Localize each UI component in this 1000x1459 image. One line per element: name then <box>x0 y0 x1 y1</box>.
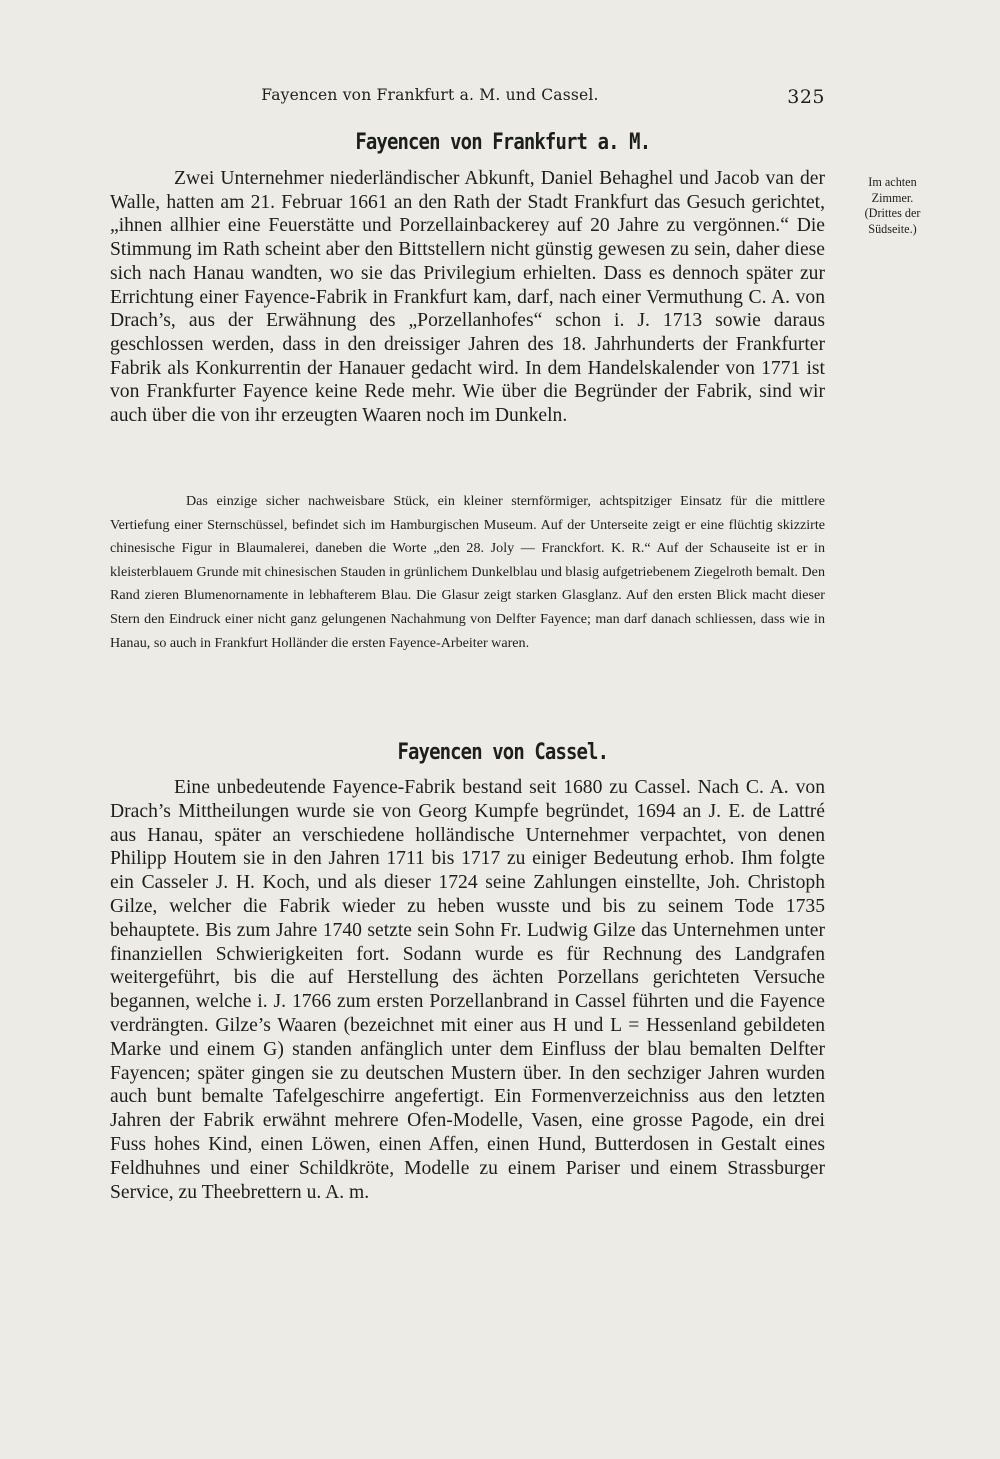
body-paragraph-cassel: Eine unbedeutende Fayence-Fabrik bestand seit 1680 zu Cassel. Nach C. A. von Drach’s Mittheilungen wurde sie von Georg Kumpfe begründet, 1694 an J. E. de Lattré aus Hanau, später an verschiedene holländische Unternehmer verpachtet, von denen Philipp Houtem sie in den Jahren 1711 bis 1717 zu einiger Bedeutung erhob. Ihm folgte ein Casseler J. H. Koch, und als dieser 1724 seine Zahlungen einstellte, Joh. Christoph Gilze, welcher die Fabrik wieder zu heben wusste und bis zu seinem Tode 1735 behauptete. Bis zum Jahre 1740 setzte sein Sohn Fr. Ludwig Gilze das Unternehmen unter finanziellen Schwierigkeiten fort. Sodann wurde es für Rechnung des Landgrafen weitergeführt, bis die auf Herstellung des ächten Porzellans gerichteten Versuche begannen, welche i. J. 1766 zum ersten Porzellanbrand in Cassel führten und die Fayence verdrängten. Gilze’s Waaren (bezeichnet mit einer aus H und L = Hessenland gebildeten Marke und einem G) standen anfänglich unter dem Einfluss der blau bemalten Delfter Fayencen; später gingen sie zu deutschen Mustern über. In den sechziger Jahren wurden auch bunt bemalte Tafelgeschirre angefertigt. Ein Formenverzeichniss aus den letzten Jahren der Fabrik erwähnt mehrere Ofen-Modelle, Vasen, eine grosse Pagode, ein drei Fuss hohes Kind, einen Löwen, einen Affen, einen Hund, Butterdosen in Gestalt eines Feldhuhnes und einer Schildkröte, Modelle zu einem Pariser und einem Strassburger Service, zu Theebrettern u. A. m. <box>110 777 825 1203</box>
margin-note-line: (Drittes der <box>864 206 921 221</box>
margin-note-location <box>845 175 940 237</box>
small-print-note-frankfurt: Das einzige sicher nachweisbare Stück, ein kleiner sternförmiger, achtspitziger Einsatz für die mittlere Vertiefung einer Sternschüssel, befindet sich im Hamburgischen Museum. Auf der Unterseite zeigt er eine flüchtig skizzirte chinesische Figur in Blaumalerei, daneben die Worte „den 28. Joly — Franckfort. K. R.“ Auf der Schauseite ist er in kleisterblauem Grunde mit chinesischen Stauden in grünlichem Dunkelblau und blasig aufgetriebenem Ziegelroth bemalt. Den Rand zieren Blumenornamente in lebhafterem Blau. Die Glasur zeigt starken Glasglanz. Auf den ersten Blick macht dieser Stern den Eindruck einer nicht ganz gelungenen Nachahmung von Delfter Fayence; man darf danach schliessen, dass wie in Hanau, so auch in Frankfurt Holländer die ersten Fayence-Arbeiter waren. <box>110 493 825 651</box>
margin-note-line: Südseite.) <box>868 221 917 236</box>
section-heading-cassel: Fayencen von Cassel. <box>397 740 609 765</box>
margin-note-line: Zimmer. <box>871 190 914 205</box>
section-heading-frankfurt: Fayencen von Frankfurt a. M. <box>355 130 651 155</box>
margin-note-line: Im achten <box>868 175 917 189</box>
body-paragraph-frankfurt: Zwei Unternehmer niederländischer Abkunft, Daniel Behaghel und Jacob van der Walle, hatten am 21. Februar 1661 an den Rath der Stadt Frankfurt das Gesuch gerichtet, „ihnen allhier eine Feuerstätte und Porzellainbackerey auf 20 Jahre zu vergönnen.“ Die Stimmung im Rath scheint aber den Bittstellern nicht günstig gewesen zu sein, daher diese sich nach Hanau wandten, wo sie das Privilegium erhielten. Dass es dennoch später zur Errichtung einer Fayence-Fabrik in Frankfurt kam, darf, nach einer Vermuthung C. A. von Drach’s, aus der Erwähnung des „Porzellanhofes“ schon i. J. 1713 sowie daraus geschlossen werden, dass in den dreissiger Jahren des 18. Jahrhunderts der Frankfurter Fabrik als Konkurrentin der Hanauer gedacht wird. In dem Handelskalender von 1771 ist von Frankfurter Fayence keine Rede mehr. Wie über die Begründer der Fabrik, sind wir auch über die von ihr erzeugten Waaren noch im Dunkeln. <box>110 168 825 427</box>
running-head <box>110 86 825 114</box>
page-number: 325 <box>787 86 825 108</box>
running-title: Fayencen von Frankfurt a. M. und Cassel. <box>261 86 599 104</box>
